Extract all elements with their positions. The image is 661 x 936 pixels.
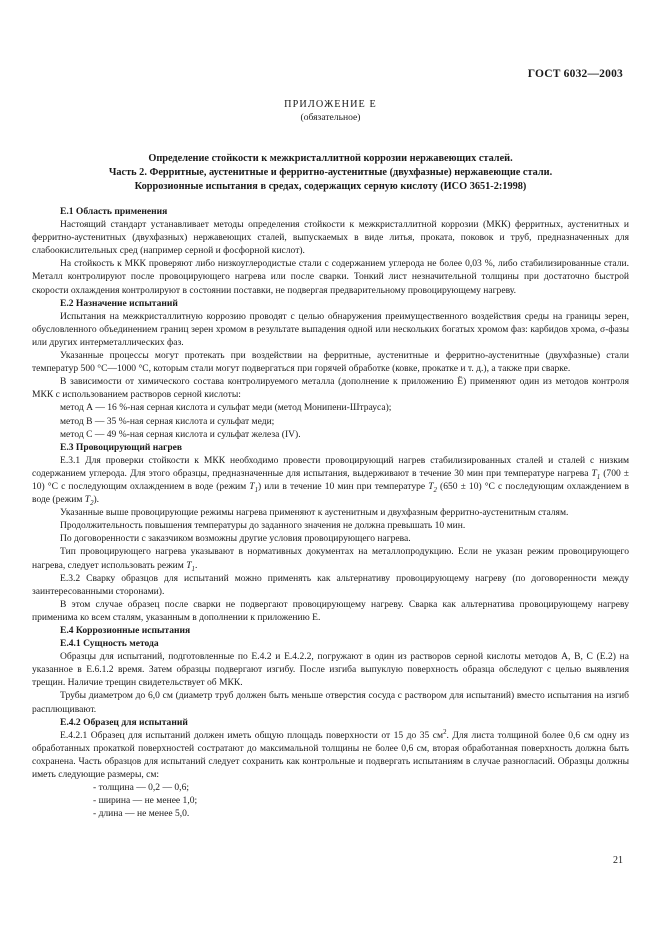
paragraph-e2-2: Указанные процессы могут протекать при воздействии на ферритные, аустенитные и ферритно-аустенитные (двухфазные) стали температур 500 °C—1000 °C, которым стали могут подвергаться при горячей обработке (ковке, прокатке и т. д.), а также при сварке. bbox=[32, 350, 629, 375]
page-title-line-1: Определение стойкости к межкристаллитной коррозии нержавеющих сталей. bbox=[148, 153, 513, 164]
paragraph-e3-5-part-2: . bbox=[194, 559, 198, 571]
annex-heading-block bbox=[0, 99, 661, 123]
page-title-line-3: Коррозионные испытания в средах, содержащих серную кислоту (ИСО 3651-2:1998) bbox=[134, 181, 527, 193]
section-heading-e2: Е.2 Назначение испытаний bbox=[60, 297, 178, 309]
temperature-variable-t2: $T_2$ bbox=[428, 480, 437, 494]
paragraph-e1-1: Настоящий стандарт устанавливает методы определения стойкости к межкристаллитной коррозии (МКК) ферритных, аустенитных и ферритно-аустенитных (двухфазных) нержавеющих сталей, выпускаемых в виде литья, проката, поковок и труб, предназначенных для слабоокислительных сред (например серной и фосфорной кислот). bbox=[32, 219, 629, 257]
paragraph-e1-2: На стойкость к МКК проверяют либо низкоуглеродистые стали с содержанием углерода не более 0,03 %, либо стабилизированные стали. Металл контролируют после провоцирующего нагрева или после сварки. Тонкий лист незначительной толщины при достаточно быстрой скорости охлаждения контролируют в состоянии поставки, не подвергая предварительному провоцирующему нагреву. bbox=[32, 258, 629, 296]
list-item-method-c: метод С — 49 %-ная серная кислота и сульфат железа (IV). bbox=[60, 428, 301, 440]
paragraph-e3-1-part-2: (700 ± 10) °C с последующим охлаждением в воде (режим bbox=[32, 467, 630, 492]
standard-number-header: ГОСТ 6032—2003 bbox=[527, 68, 623, 80]
paragraph-e3-6: В этом случае образец после сварки не подвергают провоцирующему нагреву. Сварка как альтернатива провоцирующему нагреву применима ко всем сталям, указанным в дополнении к приложению Е. bbox=[32, 598, 629, 623]
paragraph-e4-1-2: Трубы диаметром до 6,0 см (диаметр труб должен быть меньше отверстия сосуда с раствором для испытаний) вместо испытания на изгиб расплющивают. bbox=[32, 690, 629, 715]
temperature-variable-t1: $T_1$ bbox=[591, 467, 601, 481]
paragraph-e3-4: По договоренности с заказчиком возможны другие условия провоцирующего нагрева. bbox=[60, 533, 411, 545]
section-heading-e4-1: Е.4.1 Сущность метода bbox=[60, 638, 159, 650]
list-item-method-b: метод В — 35 %-ная серная кислота и сульфат меди; bbox=[60, 415, 275, 427]
paragraph-e2-1: Испытания на межкристаллитную коррозию проводят с целью обнаружения преимущественного воздействия среды на границы зерен, обусловленного объединением границ зерен хромом в результате выпадения одной или нескольких богатых хромом фаз: карбидов хрома, σ-фазы или других интерметаллических фаз. bbox=[32, 310, 629, 348]
paragraph-e4-2-1-part-1: Е.4.2.1 Образец для испытаний должен иметь общую площадь поверхности от 15 до 35 см bbox=[60, 729, 444, 741]
list-item-method-a: метод А — 16 %-ная серная кислота и сульфат меди (метод Монипени-Штрауса); bbox=[60, 402, 392, 414]
page-number: 21 bbox=[613, 855, 623, 866]
paragraph-e3-5-part-1: Тип провоцирующего нагрева указывают в нормативных документах на металлопродукцию. Если не указан режим провоцирующего нагрева, следует использовать режим bbox=[32, 546, 629, 571]
annex-title: ПРИЛОЖЕНИЕ Е bbox=[284, 99, 377, 110]
paragraph-e3-1-part-3: ) или в течение 10 мин при температуре bbox=[258, 480, 429, 492]
paragraph-e4-1-1: Образцы для испытаний, подготовленные по Е.4.2 и Е.4.2.2, погружают в один из растворов серной кислоты методов А, В, С (Е.2) на указанное в Е.6.1.2 время. Затем образцы подвергают изгибу. После изгиба выпуклую поверхность образца обследуют с целью выявления трещин. Наличие трещин свидетельствует об МКК. bbox=[32, 651, 629, 689]
temperature-variable-t1-mode: $T_1$ bbox=[249, 480, 259, 494]
paragraph-e3-1-part-5: ). bbox=[93, 494, 100, 506]
temperature-variable-default-mode: $T_1$ bbox=[186, 559, 195, 573]
square-centimeters-exponent: 2 bbox=[443, 728, 447, 736]
paragraph-e4-2-1-part-2: . Для листа толщиной более 0,6 см одну из обработанных прокаткой поверхностей состратают до максимальной толщины не более 0,6 см, вторая обработанная поверхность должна быть сохранена. Часть образцов для испытаний следует сохранить как контрольные и подвергать испытаниям в случае разногласий. Образцы должны иметь следующие размеры, см: bbox=[32, 729, 629, 781]
paragraph-e3-2: Указанные выше провоцирующие режимы нагрева применяют к аустенитным и двухфазным ферритно-аустенитным сталям. bbox=[60, 507, 569, 519]
list-item-dimension-length: - длина — не менее 5,0. bbox=[93, 808, 190, 820]
annex-subtitle: (обязательное) bbox=[300, 112, 361, 123]
temperature-variable-t2-mode: $T_2$ bbox=[84, 494, 94, 507]
document-body bbox=[32, 205, 629, 820]
paragraph-e3-5 bbox=[32, 545, 629, 571]
page-title-line-2: Часть 2. Ферритные, аустенитные и ферритно-аустенитные (двухфазные) нержавеющие стали. bbox=[108, 167, 553, 179]
paragraph-e3-2-clause: Е.3.2 Сварку образцов для испытаний можно применять как альтернативу провоцирующему нагреву (по договоренности между заинтересованными сторонами). bbox=[32, 572, 629, 597]
paragraph-e4-2-1 bbox=[32, 729, 629, 781]
paragraph-e3-3: Продолжительность повышения температуры до заданного значения не должна превышать 10 мин. bbox=[60, 520, 466, 532]
paragraph-e3-1-part-4: (650 ± 10) °C с последующим охлаждением в воде (режим bbox=[32, 480, 629, 506]
section-heading-e3: Е.3 Провоцирующий нагрев bbox=[60, 441, 183, 453]
section-heading-e4-2: Е.4.2 Образец для испытаний bbox=[60, 716, 188, 728]
list-item-dimension-width: - ширина — не менее 1,0; bbox=[93, 795, 198, 807]
page-title bbox=[32, 152, 629, 195]
section-heading-e4: Е.4 Коррозионные испытания bbox=[60, 625, 191, 636]
paragraph-e3-1 bbox=[32, 454, 629, 506]
paragraph-e2-3: В зависимости от химического состава контролируемого металла (дополнение к приложению Ё) применяют один из методов контроля МКК с использованием растворов серной кислоты: bbox=[32, 376, 629, 401]
list-item-dimension-thickness: - толщина — 0,2 — 0,6; bbox=[93, 782, 189, 794]
section-heading-e1: Е.1 Область применения bbox=[60, 206, 168, 217]
paragraph-e3-1-part-1: Е.3.1 Для проверки стойкости к МКК необходимо провести провоцирующий нагрев стабилизированных сталей и сталей с низким содержанием углерода. Для этого образцы, предназначенные для испытания, выдерживают в течение 30 мин при температуре нагрева bbox=[32, 454, 629, 479]
